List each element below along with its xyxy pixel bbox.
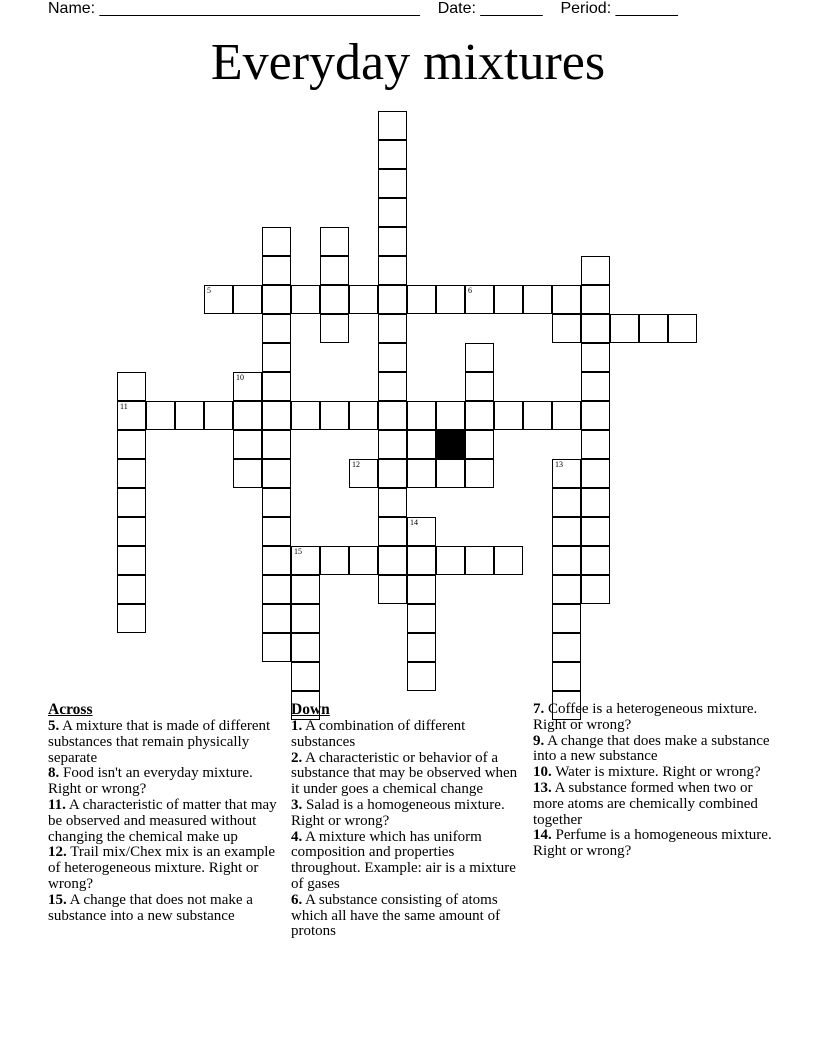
crossword-cell[interactable] bbox=[552, 459, 581, 488]
clue-item-text: A combination of different substances bbox=[291, 718, 466, 750]
crossword-cell[interactable] bbox=[581, 314, 610, 343]
crossword-cell[interactable] bbox=[465, 372, 494, 401]
crossword-cell[interactable] bbox=[291, 285, 320, 314]
crossword-cell[interactable] bbox=[233, 459, 262, 488]
clue-item-number: 12. bbox=[48, 844, 67, 861]
crossword-cell[interactable] bbox=[349, 401, 378, 430]
crossword-cell[interactable] bbox=[117, 488, 146, 517]
clue-item-text: A mixture which has uniform composition and properties throughout. Example: air is a mixture of gases bbox=[291, 828, 516, 892]
crossword-cell[interactable] bbox=[552, 633, 581, 662]
clue-item-text: Trail mix/Chex mix is an example of heterogeneous mixture. Right or wrong? bbox=[48, 844, 276, 892]
clue-item bbox=[291, 830, 527, 893]
crossword-cell[interactable] bbox=[378, 575, 407, 604]
clue-item-text: A substance consisting of atoms which all have the same amount of protons bbox=[291, 891, 501, 940]
crossword-cell[interactable] bbox=[378, 111, 407, 140]
crossword-cell[interactable] bbox=[146, 401, 175, 430]
crossword-cell[interactable] bbox=[465, 343, 494, 372]
clue-number: 14 bbox=[410, 518, 418, 527]
crossword-cell[interactable] bbox=[407, 633, 436, 662]
crossword-cell[interactable] bbox=[378, 488, 407, 517]
clue-item-number: 5. bbox=[48, 718, 60, 734]
crossword-cell[interactable] bbox=[552, 285, 581, 314]
crossword-cell[interactable] bbox=[320, 546, 349, 575]
crossword-cell[interactable] bbox=[117, 546, 146, 575]
crossword-cell[interactable] bbox=[581, 401, 610, 430]
crossword-cell[interactable] bbox=[117, 401, 146, 430]
crossword-cell[interactable] bbox=[262, 314, 291, 343]
clue-item bbox=[291, 798, 527, 830]
crossword-cell[interactable] bbox=[117, 517, 146, 546]
crossword-cell[interactable] bbox=[436, 459, 465, 488]
crossword-cell[interactable] bbox=[291, 604, 320, 633]
crossword-cell[interactable] bbox=[320, 227, 349, 256]
clue-item-text: A characteristic of matter that may be observed and measured without changing the chemical make up bbox=[48, 796, 277, 845]
crossword-cell[interactable] bbox=[639, 314, 668, 343]
crossword-cell[interactable] bbox=[262, 604, 291, 633]
crossword-cell[interactable] bbox=[291, 633, 320, 662]
crossword-cell[interactable] bbox=[407, 285, 436, 314]
crossword-cell[interactable] bbox=[552, 575, 581, 604]
crossword-cell[interactable] bbox=[378, 140, 407, 169]
clue-item-number: 8. bbox=[48, 765, 60, 782]
down-clues bbox=[291, 701, 527, 940]
crossword-cell[interactable] bbox=[204, 401, 233, 430]
crossword-cell[interactable] bbox=[117, 372, 146, 401]
crossword-cell[interactable] bbox=[378, 285, 407, 314]
crossword-cell[interactable] bbox=[465, 546, 494, 575]
crossword-cell[interactable] bbox=[494, 546, 523, 575]
clue-item bbox=[533, 734, 773, 766]
clue-number: 6 bbox=[468, 286, 472, 295]
crossword-cell[interactable] bbox=[117, 575, 146, 604]
crossword-cell[interactable] bbox=[523, 285, 552, 314]
crossword-cell[interactable] bbox=[581, 488, 610, 517]
across-clues bbox=[48, 701, 283, 924]
clue-number: 13 bbox=[555, 460, 563, 469]
crossword-cell[interactable] bbox=[262, 430, 291, 459]
crossword-cell[interactable] bbox=[581, 459, 610, 488]
clue-item bbox=[48, 798, 283, 845]
crossword-cell[interactable] bbox=[436, 285, 465, 314]
crossword-cell[interactable] bbox=[407, 401, 436, 430]
crossword-cell[interactable] bbox=[407, 459, 436, 488]
crossword-cell[interactable] bbox=[436, 401, 465, 430]
crossword-cell[interactable] bbox=[668, 314, 697, 343]
clue-item bbox=[291, 751, 527, 798]
crossword-cell[interactable] bbox=[407, 546, 436, 575]
crossword-cell[interactable] bbox=[581, 517, 610, 546]
page-title: Everyday mixtures bbox=[210, 34, 606, 91]
crossword-cell[interactable] bbox=[233, 372, 262, 401]
clue-item-number: 3. bbox=[291, 796, 303, 813]
down-clues-continued bbox=[533, 702, 773, 860]
crossword-cell[interactable] bbox=[378, 372, 407, 401]
crossword-cell[interactable] bbox=[291, 662, 320, 691]
crossword-cell[interactable] bbox=[320, 401, 349, 430]
clue-item-text: A substance formed when two or more atoms are chemically combined together bbox=[533, 779, 758, 828]
clue-number: 12 bbox=[352, 460, 360, 469]
clue-item-number: 15. bbox=[48, 891, 67, 908]
clue-item-text: Salad is a homogeneous mixture. Right or wrong? bbox=[291, 796, 505, 829]
crossword-cell[interactable] bbox=[378, 430, 407, 459]
crossword-cell[interactable] bbox=[262, 517, 291, 546]
crossword-cell[interactable] bbox=[523, 401, 552, 430]
crossword-cell[interactable] bbox=[262, 401, 291, 430]
crossword-cell[interactable] bbox=[378, 546, 407, 575]
clue-number: 15 bbox=[294, 547, 302, 556]
clue-item-number: 14. bbox=[533, 827, 552, 844]
crossword-cell[interactable] bbox=[552, 662, 581, 691]
crossword-cell[interactable] bbox=[349, 285, 378, 314]
clue-item bbox=[48, 845, 283, 892]
crossword-cell[interactable] bbox=[581, 575, 610, 604]
clue-item bbox=[533, 781, 773, 828]
crossword-cell[interactable] bbox=[552, 604, 581, 633]
crossword-cell[interactable] bbox=[581, 285, 610, 314]
clue-item-number: 2. bbox=[291, 749, 303, 766]
crossword-cell[interactable] bbox=[291, 546, 320, 575]
clue-number: 11 bbox=[120, 402, 128, 411]
clue-item-number: 13. bbox=[533, 779, 552, 796]
crossword-cell[interactable] bbox=[465, 430, 494, 459]
crossword-cell[interactable] bbox=[581, 372, 610, 401]
crossword-cell[interactable] bbox=[262, 343, 291, 372]
crossword-cell[interactable] bbox=[262, 633, 291, 662]
crossword-cell[interactable] bbox=[494, 285, 523, 314]
clue-item bbox=[48, 893, 283, 925]
crossword-cell[interactable] bbox=[378, 227, 407, 256]
crossword-cell[interactable] bbox=[378, 169, 407, 198]
clue-item bbox=[48, 766, 283, 798]
clue-number: 5 bbox=[207, 286, 211, 295]
clue-item-text: Coffee is a heterogeneous mixture. Right or wrong? bbox=[533, 701, 758, 733]
crossword-cell[interactable] bbox=[262, 285, 291, 314]
crossword-cell[interactable] bbox=[262, 575, 291, 604]
clue-item bbox=[291, 719, 527, 751]
across-heading: Across bbox=[48, 701, 93, 718]
crossword-cell[interactable] bbox=[233, 285, 262, 314]
crossword-cell[interactable] bbox=[552, 488, 581, 517]
crossword-cell[interactable] bbox=[320, 285, 349, 314]
clue-item-text: Water is mixture. Right or wrong? bbox=[551, 764, 761, 781]
crossword-cell[interactable] bbox=[610, 314, 639, 343]
crossword-cell[interactable] bbox=[262, 546, 291, 575]
crossword-cell[interactable] bbox=[117, 459, 146, 488]
crossword-cell[interactable] bbox=[407, 662, 436, 691]
crossword-cell[interactable] bbox=[349, 459, 378, 488]
crossword-cell[interactable] bbox=[407, 604, 436, 633]
crossword-cell[interactable] bbox=[262, 227, 291, 256]
crossword-cell[interactable] bbox=[552, 546, 581, 575]
clue-item-number: 1. bbox=[291, 718, 303, 734]
black-cell bbox=[436, 430, 465, 459]
crossword-cell[interactable] bbox=[262, 488, 291, 517]
crossword-cell[interactable] bbox=[581, 546, 610, 575]
clue-number: 10 bbox=[236, 373, 244, 382]
crossword-cell[interactable] bbox=[494, 401, 523, 430]
clue-item-number: 6. bbox=[291, 891, 303, 908]
crossword-cell[interactable] bbox=[581, 343, 610, 372]
down-heading: Down bbox=[291, 701, 330, 718]
name-date-period-line: Name: ____________________________________ Date: _______ Period: _______ bbox=[48, 0, 678, 17]
crossword-cell[interactable] bbox=[378, 198, 407, 227]
crossword-cell[interactable] bbox=[204, 285, 233, 314]
clue-item bbox=[533, 702, 773, 734]
crossword-cell[interactable] bbox=[552, 401, 581, 430]
clue-item-text: A characteristic or behavior of a substance that may be observed when it under goes a chemical change bbox=[291, 749, 518, 798]
crossword-cell[interactable] bbox=[175, 401, 204, 430]
crossword-cell[interactable] bbox=[320, 256, 349, 285]
crossword-cell[interactable] bbox=[465, 285, 494, 314]
crossword-cell[interactable] bbox=[378, 343, 407, 372]
crossword-cell[interactable] bbox=[378, 256, 407, 285]
clue-item-text: A mixture that is made of different substances that remain physically separate bbox=[48, 718, 271, 766]
crossword-cell[interactable] bbox=[581, 430, 610, 459]
crossword-cell[interactable] bbox=[465, 459, 494, 488]
crossword-cell[interactable] bbox=[407, 575, 436, 604]
clue-item-number: 7. bbox=[533, 701, 545, 717]
clue-item bbox=[533, 765, 773, 781]
crossword-cell[interactable] bbox=[552, 314, 581, 343]
clue-item bbox=[48, 719, 283, 766]
crossword-cell[interactable] bbox=[262, 459, 291, 488]
clue-item-number: 9. bbox=[533, 732, 545, 749]
crossword-cell[interactable] bbox=[378, 517, 407, 546]
clue-item-text: Food isn't an everyday mixture. Right or wrong? bbox=[48, 765, 253, 798]
clue-item-text: Perfume is a homogeneous mixture. Right or wrong? bbox=[533, 827, 772, 860]
crossword-cell[interactable] bbox=[378, 401, 407, 430]
crossword-cell[interactable] bbox=[233, 430, 262, 459]
crossword-cell[interactable] bbox=[436, 546, 465, 575]
crossword-cell[interactable] bbox=[378, 314, 407, 343]
clue-item bbox=[291, 893, 527, 940]
crossword-cell[interactable] bbox=[262, 256, 291, 285]
crossword-cell[interactable] bbox=[407, 430, 436, 459]
crossword-cell[interactable] bbox=[581, 256, 610, 285]
crossword-cell[interactable] bbox=[117, 430, 146, 459]
clue-item bbox=[533, 828, 773, 860]
crossword-cell[interactable] bbox=[465, 401, 494, 430]
clue-item-text: A change that does make a substance into a new substance bbox=[533, 732, 770, 765]
clue-item-number: 4. bbox=[291, 828, 303, 845]
crossword-cell[interactable] bbox=[378, 459, 407, 488]
crossword-cell[interactable] bbox=[552, 517, 581, 546]
crossword-cell[interactable] bbox=[262, 372, 291, 401]
crossword-cell[interactable] bbox=[117, 604, 146, 633]
crossword-cell[interactable] bbox=[349, 546, 378, 575]
clue-item-number: 10. bbox=[533, 764, 552, 781]
crossword-cell[interactable] bbox=[320, 314, 349, 343]
crossword-cell[interactable] bbox=[233, 401, 262, 430]
clue-item-text: A change that does not make a substance into a new substance bbox=[48, 891, 253, 924]
crossword-cell[interactable] bbox=[291, 575, 320, 604]
clue-item-number: 11. bbox=[48, 796, 66, 813]
crossword-cell[interactable] bbox=[407, 517, 436, 546]
crossword-cell[interactable] bbox=[291, 401, 320, 430]
